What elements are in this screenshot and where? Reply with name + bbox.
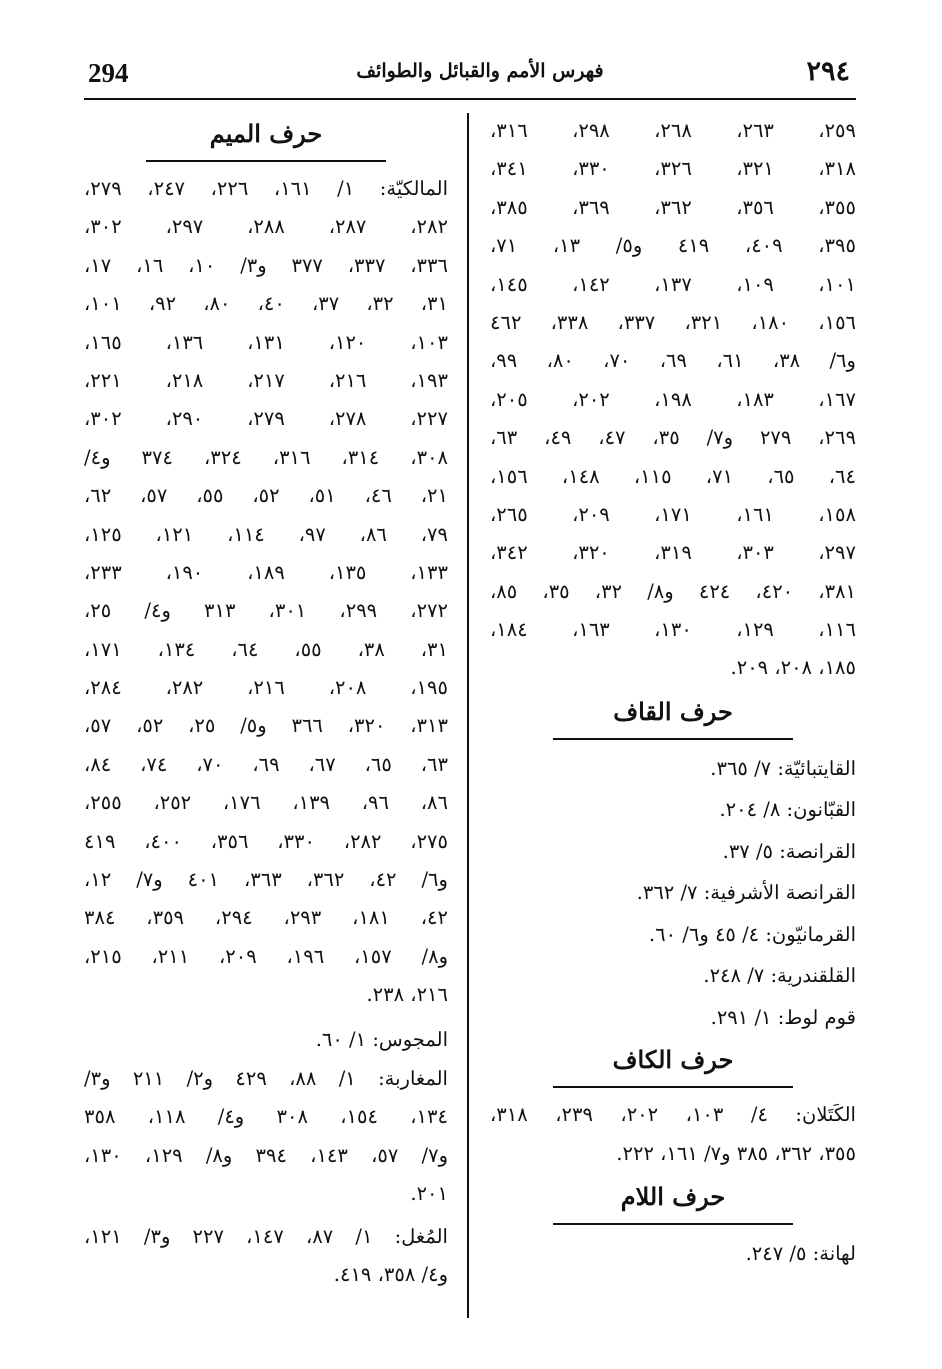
index-line: ٣٠٨، ٣١٤، ٣١٦، ٣٢٤، ٣٧٤ و٤/ (84, 445, 448, 469)
index-entry: القرمانيّون: ٤/ ٤٥ و٦/ ٦٠. (648, 922, 856, 946)
index-line: ٣٣٦، ٣٣٧، ٣٧٧ و٣/ ١٠، ١٦، ١٧، (84, 253, 448, 277)
page-number-arabic: ٢٩٤ (806, 56, 850, 87)
index-entry: القلقندرية: ٧/ ٢٤٨. (703, 964, 856, 988)
index-line: ١٩٣، ٢١٦، ٢١٧، ٢١٨، ٢٢١، (84, 368, 448, 392)
index-line: و٤/ ٣٥٨، ٤١٩. (333, 1263, 448, 1287)
index-line: ٢١٦، ٢٣٨. (366, 983, 448, 1007)
section-rule (553, 1086, 793, 1088)
index-line: ١٨٥، ٢٠٨، ٢٠٩. (730, 656, 856, 680)
index-line: ٢٨٢، ٢٨٧، ٢٨٨، ٢٩٧، ٣٠٢، (84, 215, 448, 239)
index-entry-malikiyya (84, 170, 448, 1015)
index-line: ١٣٣، ١٣٥، ١٨٩، ١٩٠، ٢٣٣، (84, 560, 448, 584)
page-number-latin: 294 (88, 58, 129, 88)
index-line: ٢٠١. (410, 1182, 448, 1206)
index-line: ٣٩٥، ٤٠٩، ٤١٩ و٥/ ١٣، ٧١، (490, 234, 856, 258)
index-line: المُغل: ١/ ٨٧، ١٤٧، ٢٢٧ و٣/ ١٢١، (84, 1224, 448, 1248)
column-divider (467, 113, 469, 1318)
left-column (84, 112, 448, 1298)
continued-entry (490, 112, 856, 688)
section-heading-kaf: حرف الكاف (612, 1045, 734, 1075)
index-line: ٢٧٥، ٢٨٢، ٣٣٠، ٣٥٦، ٤٠٠، ٤١٩ (84, 829, 448, 853)
index-line: ١٩٥، ٢٠٨، ٢١٦، ٢٨٢، ٢٨٤، (84, 676, 448, 700)
index-line: ٣٥٥، ٣٥٦، ٣٦٢، ٣٦٩، ٣٨٥، (490, 195, 856, 219)
index-line: ٦٤، ٦٥، ٧١، ١١٥، ١٤٨، ١٥٦، (490, 464, 856, 488)
index-line: المغاربة: ١/ ٨٨، ٤٢٩ و٢/ ٢١١ و٣/ (84, 1067, 448, 1091)
running-title: فهرس الأمم والقبائل والطوائف (356, 60, 604, 82)
index-line: ٣١، ٣٢، ٣٧، ٤٠، ٨٠، ٩٢، ١٠١، (84, 292, 448, 316)
index-entry-magharba (84, 1060, 448, 1214)
section-heading-qaf: حرف القاف (613, 696, 733, 726)
index-line: و٨/ ١٥٧، ١٩٦، ٢٠٩، ٢١١، ٢١٥، (84, 944, 448, 968)
index-line: ٨٦، ٩٦، ١٣٩، ١٧٦، ٢٥٢، ٢٥٥، (84, 791, 448, 815)
index-entry: القايتبائيّة: ٧/ ٣٦٥. (710, 756, 856, 780)
index-entry (490, 1096, 856, 1173)
index-line: ٢٢٧، ٢٧٨، ٢٧٩، ٢٩٠، ٣٠٢، (84, 407, 448, 431)
index-line: ١١٦، ١٢٩، ١٣٠، ١٦٣، ١٨٤، (490, 618, 856, 642)
index-line: ٢١، ٤٦، ٥١، ٥٢، ٥٥، ٥٧، ٦٢، (84, 484, 448, 508)
index-entry-majus: المجوس: ١/ ٦٠. (315, 1027, 448, 1051)
index-line: المالكيّة: ١/ ١٦١، ٢٢٦، ٢٤٧، ٢٧٩، (84, 177, 448, 200)
index-entry: قوم لوط: ١/ ٢٩١. (710, 1005, 856, 1029)
section-rule (146, 160, 386, 162)
right-column (490, 112, 856, 1275)
index-line: ١٣٤، ١٥٤، ٣٠٨ و٤/ ١١٨، ٣٥٨ (84, 1105, 448, 1129)
index-entry: القرانصة: ٥/ ٣٧. (722, 839, 856, 863)
index-line: ٢٩٧، ٣٠٣، ٣١٩، ٣٢٠، ٣٤٢، (490, 541, 856, 565)
section-rule (553, 738, 793, 740)
section-heading-lam: حرف اللام (620, 1182, 726, 1212)
index-line: ٣٥٥، ٣٦٢، ٣٨٥ و٧/ ١٦١، ٢٢٢. (616, 1141, 856, 1165)
index-line: ٢٧٢، ٢٩٩، ٣٠١، ٣١٣ و٤/ ٢٥، (84, 599, 448, 623)
index-line: ٣١٣، ٣٢٠، ٣٦٦ و٥/ ٢٥، ٥٢، ٥٧، (84, 714, 448, 738)
index-line: ١٥٨، ١٦١، ١٧١، ٢٠٩، ٢٦٥، (490, 502, 856, 526)
index-entry: القبّانون: ٨/ ٢٠٤. (719, 798, 856, 822)
section-rule (553, 1223, 793, 1225)
index-entry: القرانصة الأشرفية: ٧/ ٣٦٢. (636, 881, 856, 905)
index-line: ٢٥٩، ٢٦٣، ٢٦٨، ٢٩٨، ٣١٦، (490, 119, 856, 142)
index-line: ١٠١، ١٠٩، ١٣٧، ١٤٢، ١٤٥، (490, 272, 856, 296)
index-line: و٦/ ٤٢، ٣٦٢، ٣٦٣، ٤٠١ و٧/ ١٢، (84, 868, 448, 892)
index-line: ١٥٦، ١٨٠، ٣٢١، ٣٣٧، ٣٣٨، ٤٦٢ (490, 310, 856, 334)
index-line: ٤٢، ١٨١، ٢٩٣، ٢٩٤، ٣٥٩، ٣٨٤ (84, 906, 448, 930)
index-line: ٦٣، ٦٥، ٦٧، ٦٩، ٧٠، ٧٤، ٨٤، (84, 752, 448, 776)
index-line: ٣١٨، ٣٢١، ٣٢٦، ٣٣٠، ٣٤١، (490, 157, 856, 181)
section-heading-mim: حرف الميم (209, 119, 323, 148)
index-line: ٧٩، ٨٦، ٩٧، ١١٤، ١٢١، ١٢٥، (84, 522, 448, 546)
index-line: ١٦٧، ١٨٣، ١٩٨، ٢٠٢، ٢٠٥، (490, 387, 856, 411)
index-line: ٢٦٩، ٢٧٩ و٧/ ٣٥، ٤٧، ٤٩، ٦٣، (490, 426, 856, 450)
index-line: و٦/ ٣٨، ٦١، ٦٩، ٧٠، ٨٠، ٩٩، (490, 349, 856, 373)
index-line: و٧/ ٥٧، ١٤٣، ٣٩٤ و٨/ ١٢٩، ١٣٠، (84, 1143, 448, 1167)
index-line: ٣١، ٣٨، ٥٥، ٦٤، ١٣٤، ١٧١، (84, 637, 448, 661)
index-line: الكَتَلان: ٤/ ١٠٣، ٢٠٢، ٢٣٩، ٣١٨، (490, 1103, 856, 1127)
index-line: ١٠٣، ١٢٠، ١٣١، ١٣٦، ١٦٥، (84, 330, 448, 354)
index-line: ٣٨١، ٤٢٠، ٤٢٤ و٨/ ٣٢، ٣٥، ٨٥، (490, 579, 856, 603)
index-entry: لهانة: ٥/ ٢٤٧. (745, 1242, 856, 1266)
header-rule (84, 98, 856, 100)
index-entry-mughal (84, 1218, 448, 1295)
